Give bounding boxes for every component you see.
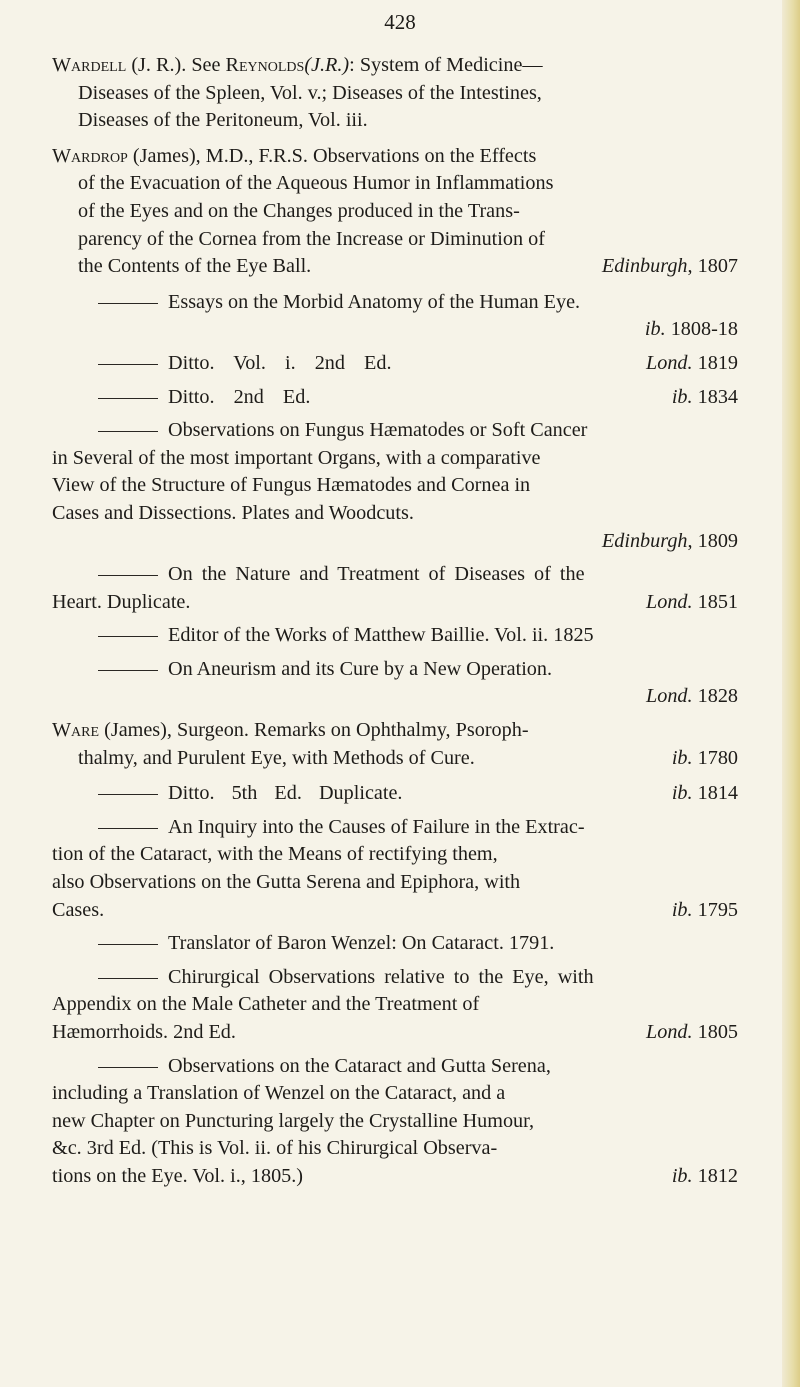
author-name: Ware: [52, 719, 100, 742]
ditto-dash: [98, 636, 158, 637]
bibliography-text: [52, 52, 738, 1197]
entry-ware: Ware (James), Surgeon. Remarks on Ophthalmy, Psoroph- thalmy, and Purulent Eye, with Methods of Cure. ib. 1780: [52, 719, 738, 769]
entry-wardrop: Wardrop (James), M.D., F.R.S. Observations on the Effects of the Evacuation of the Aqueous Humor in Inflammations of the Eyes and on the Changes produced in the Trans- parency of the Cornea from the Increase or Diminution of the Contents of the Eye Ball. Edinburgh, 1807: [52, 144, 738, 278]
ditto-dash: [98, 575, 158, 576]
entry-works-of-baillie: Editor of the Works of Matthew Baillie. Vol. ii. 1825: [52, 622, 738, 650]
entry-ditto-vol-i: Ditto. Vol. i. 2nd Ed. Lond. 1819: [52, 350, 738, 378]
ditto-dash: [98, 944, 158, 945]
entry-diseases-of-heart: On the Nature and Treatment of Diseases of the Heart. Duplicate. Lond. 1851: [52, 563, 738, 613]
ditto-dash: [98, 303, 158, 304]
entry-cataract-gutta-serena: Observations on the Cataract and Gutta Serena, including a Translation of Wenzel on the Cataract, and a new Chapter on Puncturing largely the Crystalline Humour, &c. 3rd Ed. (This is Vol. ii. of his Chirurgical Observa- tions on the Eye. Vol. i., 1805.) ib. 1812: [52, 1054, 738, 1187]
ditto-dash: [98, 978, 158, 979]
ditto-dash: [98, 431, 158, 432]
ditto-dash: [98, 1067, 158, 1068]
ditto-dash: [98, 670, 158, 671]
cross-reference: Reynolds: [225, 54, 305, 76]
entry-ditto-2nd-ed: Ditto. 2nd Ed. ib. 1834: [52, 384, 738, 412]
ditto-dash: [98, 398, 158, 399]
entry-chirurgical-observations: Chirurgical Observations relative to the Eye, with Appendix on the Male Catheter and the Treatment of Hæmorrhoids. 2nd Ed. Lond. 1805: [52, 965, 738, 1043]
page-edge: [782, 0, 800, 1387]
entry-inquiry-cataract: An Inquiry into the Causes of Failure in the Extrac- tion of the Cataract, with the Means of rectifying them, also Observations on the Gutta Serena and Epiphora, with Cases. ib. 1795: [52, 815, 738, 921]
entry-translator-wenzel: Translator of Baron Wenzel: On Cataract. 1791.: [52, 930, 738, 958]
author-name: Wardrop: [52, 144, 128, 167]
entry-ditto-5th-ed: Ditto. 5th Ed. Duplicate. ib. 1814: [52, 780, 738, 808]
entry-aneurism: On Aneurism and its Cure by a New Operation. Lond. 1828: [52, 656, 738, 711]
entry-fungus-haematodes: Observations on Fungus Hæmatodes or Soft Cancer in Several of the most important Organs, with a comparative View of the Structure of Fungus Hæmatodes and Cornea in Cases and Dissections. Plates and Woodcuts. Edinburgh, 1809: [52, 419, 738, 552]
ditto-dash: [98, 794, 158, 795]
entry-wardell: Wardell (J. R.). See Reynolds(J.R.): System of Medicine— Diseases of the Spleen, Vol. v.; Diseases of the Intestines, Diseases of the Peritoneum, Vol. iii.: [52, 54, 543, 132]
page-number: 428: [384, 10, 416, 34]
ditto-dash: [98, 828, 158, 829]
ditto-dash: [98, 364, 158, 365]
entry-essays-morbid-anatomy: Essays on the Morbid Anatomy of the Human Eye. ib. 1808-18: [52, 289, 738, 344]
author-name: Wardell: [52, 54, 127, 76]
